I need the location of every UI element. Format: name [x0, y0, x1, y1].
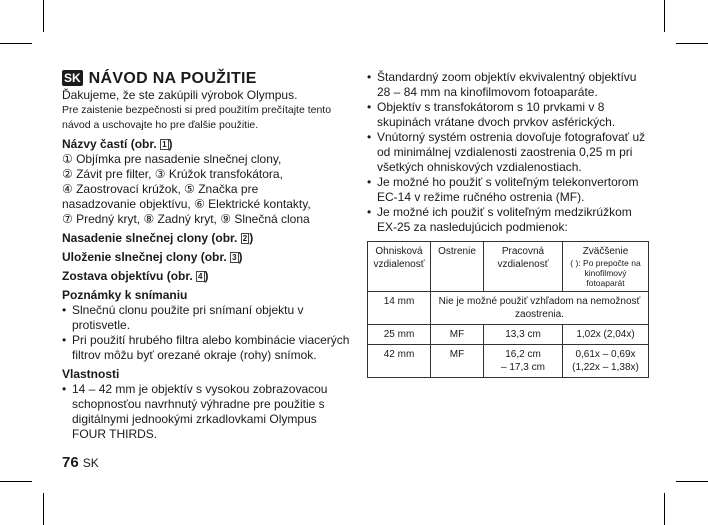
title-row: [62, 70, 354, 86]
list-item: • Pri použití hrubého filtra alebo kombinácie viacerých filtrov môžu byť orezané okraje (rohy) snímok.: [62, 333, 354, 363]
crop-mark: [43, 493, 44, 525]
parts-line: ① Objímka pre nasadenie slnečnej clony,: [62, 152, 282, 166]
cell-distance: 13,3 cm: [484, 325, 563, 345]
header-working-distance: Pracovná vzdialenosť: [484, 242, 563, 292]
cell-merged-note: Nie je možné použiť vzhľadom na nemožnosť zaostrenia.: [431, 292, 649, 325]
figure-ref: 1: [162, 140, 167, 149]
list-item: • Objektív s transfokátorom s 10 prvkami v 8 skupinách vrátane dvoch prvkov asférických.: [367, 100, 649, 130]
features-heading: Vlastnosti: [62, 367, 120, 381]
page-number: 76: [62, 454, 79, 471]
right-column: [367, 70, 649, 378]
parts-line: nasadzovanie objektívu, ⑥ Elektrické kontakty,: [62, 197, 311, 211]
table-row: [368, 345, 649, 378]
list-item: • Slnečnú clonu použite pri snímaní objektu v protisvetle.: [62, 303, 354, 333]
parts-line: ② Závit pre filter, ③ Krúžok transfokátora,: [62, 167, 283, 181]
extension-tube-table: [367, 241, 649, 378]
figure-ref: 4: [198, 272, 203, 281]
parts-line: ④ Zaostrovací krúžok, ⑤ Značka pre: [62, 182, 259, 196]
crop-mark: [664, 493, 665, 525]
parts-heading: Názvy častí (obr. 1 ): [62, 137, 173, 151]
list-item: • Vnútorný systém ostrenia dovoľuje fotografovať už od minimálnej vzdialenosti zaostrenia 0,25 m pri všetkých ohniskových vzdialenostiach.: [367, 130, 649, 175]
section-heading-store-hood: Uloženie slnečnej clony (obr. 3 ): [62, 250, 243, 264]
crop-mark: [0, 43, 32, 44]
crop-mark: [676, 481, 708, 482]
cell-focus: MF: [431, 345, 484, 378]
list-item: • Je možné ich použiť s voliteľným medzikrúžkom EX-25 za nasledujúcich podmienok:: [367, 205, 649, 235]
figure-ref: 3: [232, 253, 237, 262]
cell-magnification: 0,61x – 0,69x (1,22x – 1,38x): [563, 345, 649, 378]
list-item: • Štandardný zoom objektív ekvivalentný objektívu 28 – 84 mm na kinofilmovom fotoaparáte.: [367, 70, 649, 100]
page-footer: [62, 454, 99, 471]
crop-mark: [0, 481, 32, 482]
cell-distance: 16,2 cm – 17,3 cm: [484, 345, 563, 378]
section-heading-assembly: Zostava objektívu (obr. 4 ): [62, 269, 209, 283]
cell-focal: 42 mm: [368, 345, 431, 378]
header-focus: Ostrenie: [431, 242, 484, 292]
cell-focus: MF: [431, 325, 484, 345]
figure-ref: 2: [242, 234, 248, 243]
list-item: • 14 – 42 mm je objektív s vysokou zobrazovacou schopnosťou navrhnutý výhradne pre použitie s digitálnymi jednookými zrkadlovkami Olympus FOUR THIRDS.: [62, 382, 354, 442]
safety-note: Pre zaistenie bezpečnosti si pred použitím prečítajte tento návod a uschovajte ho pre ďalšie použitie.: [62, 104, 332, 131]
table-header-row: [368, 242, 649, 292]
crop-mark: [676, 43, 708, 44]
features-list-continued: [367, 70, 649, 235]
table-row: [368, 325, 649, 345]
list-item: • Je možné ho použiť s voliteľným telekonvertorom EC-14 v režime ručného ostrenia (MF).: [367, 175, 649, 205]
magnification-note: ( ): Po prepočte na kinofilmový fotoaparát: [570, 258, 641, 288]
crop-mark: [664, 0, 665, 32]
notes-list: [62, 303, 354, 363]
parts-line: ⑦ Predný kryt, ⑧ Zadný kryt, ⑨ Slnečná clona: [62, 212, 310, 226]
notes-heading: Poznámky k snímaniu: [62, 288, 188, 302]
features-list: [62, 382, 354, 442]
header-magnification: Zväčšenie ( ): Po prepočte na kinofilmový fotoaparát: [563, 242, 649, 292]
page-title: NÁVOD NA POUŽITIE: [88, 69, 257, 87]
section-heading-attach-hood: Nasadenie slnečnej clony (obr. 2 ): [62, 231, 254, 245]
cell-magnification: 1,02x (2,04x): [563, 325, 649, 345]
table-row: [368, 292, 649, 325]
language-badge: SK: [64, 71, 81, 85]
cell-focal: 14 mm: [368, 292, 431, 325]
left-column: [62, 70, 354, 442]
header-focal-length: Ohnisková vzdialenosť: [368, 242, 431, 292]
footer-language: SK: [82, 456, 99, 470]
crop-mark: [43, 0, 44, 32]
intro-text: Ďakujeme, že ste zakúpili výrobok Olympus.: [62, 88, 298, 102]
cell-focal: 25 mm: [368, 325, 431, 345]
